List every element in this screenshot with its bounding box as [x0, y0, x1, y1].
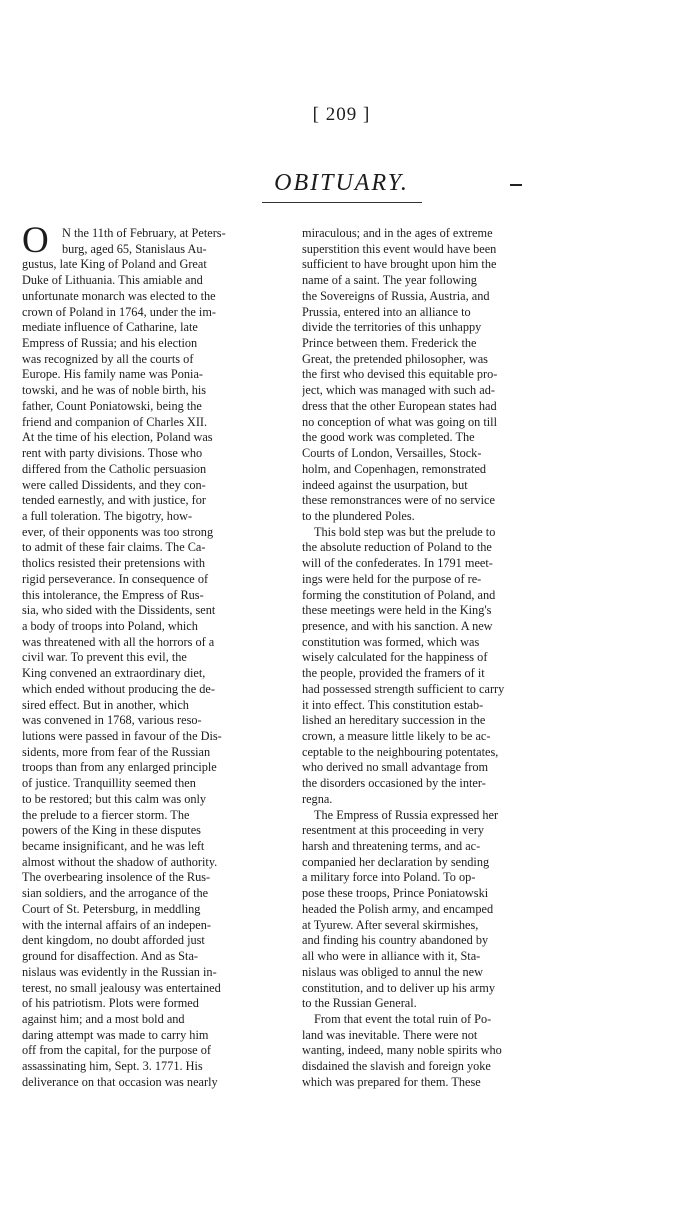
- text-line: at Tyurew. After several skirmishes,: [302, 917, 479, 932]
- text-line: the disorders occasioned by the inter-: [302, 776, 486, 791]
- text-line: a full toleration. The bigotry, how-: [22, 508, 193, 523]
- text-line: and finding his country abandoned by: [302, 933, 489, 948]
- text-line: holm, and Copenhagen, remonstrated: [302, 461, 487, 476]
- text-line: name of a saint. The year following: [302, 273, 477, 288]
- text-line: unfortunate monarch was elected to the: [22, 288, 216, 303]
- text-line: At the time of his election, Poland was: [22, 430, 213, 445]
- page-title: OBITUARY.: [274, 170, 409, 196]
- text-line: tended earnestly, and with justice, for: [22, 493, 206, 508]
- text-line: the people, provided the framers of it: [302, 666, 485, 681]
- text-line: it into effect. This constitution estab-: [302, 697, 484, 712]
- text-line: rent with party divisions. Those who: [22, 446, 203, 461]
- text-line: gustus, late King of Poland and Great: [22, 257, 207, 272]
- text-line: almost without the shadow of authority.: [22, 854, 218, 869]
- text-line: sia, who sided with the Dissidents, sent: [22, 603, 216, 618]
- text-line: the good work was completed. The: [302, 430, 475, 445]
- text-line: assassinating him, Sept. 3. 1771. His: [22, 1059, 203, 1074]
- text-line: daring attempt was made to carry him: [22, 1027, 209, 1042]
- text-line: Duke of Lithuania. This amiable and: [22, 273, 203, 288]
- text-line: ings were held for the purpose of re-: [302, 571, 482, 586]
- text-line: to be restored; but this calm was only: [22, 791, 207, 806]
- text-line: troops than from any enlarged principle: [22, 760, 217, 775]
- text-line: of justice. Tranquillity seemed then: [22, 776, 196, 791]
- text-line: mediate influence of Catharine, late: [22, 320, 198, 335]
- text-line: ject, which was managed with such ad-: [302, 383, 495, 398]
- text-line: The overbearing insolence of the Rus-: [22, 870, 211, 885]
- text-line: ever, of their opponents was too strong: [22, 524, 214, 539]
- text-line: regna.: [302, 791, 333, 806]
- text-line: tholics resisted their pretensions with: [22, 556, 206, 571]
- text-line: Courts of London, Versailles, Stock-: [302, 446, 482, 461]
- text-line: a military force into Poland. To op-: [302, 870, 476, 885]
- text-line: sired effect. But in another, which: [22, 697, 189, 712]
- text-line: the Sovereigns of Russia, Austria, and: [302, 288, 490, 303]
- text-line: harsh and threatening terms, and ac-: [302, 839, 481, 854]
- text-line: to the plundered Poles.: [302, 508, 415, 523]
- text-line: against him; and a most bold and: [22, 1011, 185, 1026]
- text-line: differed from the Catholic persuasion: [22, 461, 207, 476]
- text-line: sian soldiers, and the arrogance of the: [22, 886, 209, 901]
- text-line: presence, and with his sanction. A new: [302, 618, 493, 633]
- left-column: [22, 220, 308, 1091]
- text-line: civil war. To prevent this evil, the: [22, 650, 187, 665]
- text-line: This bold step was but the prelude to: [314, 524, 496, 539]
- text-line: deliverance on that occasion was nearly: [22, 1074, 218, 1089]
- text-line: had possessed strength sufficient to carry: [302, 681, 505, 696]
- text-line: to admit of these fair claims. The Ca-: [22, 540, 206, 555]
- text-line: lutions were passed in favour of the Dis-: [22, 729, 222, 743]
- page-number: [ 209 ]: [312, 104, 371, 125]
- text-line: were called Dissidents, and they con-: [22, 477, 206, 492]
- text-line: was convened in 1768, various reso-: [22, 713, 202, 728]
- text-line: land was inevitable. There were not: [302, 1027, 478, 1042]
- drop-cap: O: [22, 220, 49, 261]
- text-line: towski, and he was of noble birth, his: [22, 383, 207, 398]
- text-line: ground for disaffection. And as Sta-: [22, 949, 198, 964]
- text-line: Prussia, entered into an alliance to: [302, 304, 471, 319]
- text-line: wisely calculated for the happiness of: [302, 650, 488, 665]
- text-line: Great, the pretended philosopher, was: [302, 351, 488, 366]
- text-line: crown of Poland in 1764, under the im-: [22, 304, 216, 319]
- text-line: rigid perseverance. In consequence of: [22, 571, 209, 586]
- text-line: who derived no small advantage from: [302, 760, 489, 775]
- text-line: divide the territories of this unhappy: [302, 320, 482, 335]
- text-line: crown, a measure little likely to be ac-: [302, 729, 491, 743]
- text-line: friend and companion of Charles XII.: [22, 414, 208, 429]
- text-line: lished an hereditary succession in the: [302, 713, 486, 728]
- text-line: which was prepared for them. These: [302, 1074, 481, 1089]
- text-line: Empress of Russia; and his election: [22, 336, 198, 351]
- text-line: nislaus was evidently in the Russian in-: [22, 964, 217, 979]
- text-line: this intolerance, the Empress of Rus-: [22, 587, 204, 602]
- text-line: a body of troops into Poland, which: [22, 618, 198, 633]
- text-line: constitution was formed, which was: [302, 634, 480, 649]
- text-line: companied her declaration by sending: [302, 854, 490, 869]
- text-line: powers of the King in these disputes: [22, 823, 201, 838]
- text-line: miraculous; and in the ages of extreme: [302, 226, 493, 240]
- text-line: father, Count Poniatowski, being the: [22, 398, 202, 413]
- text-line: Europe. His family name was Ponia-: [22, 367, 203, 382]
- text-line: burg, aged 65, Stanislaus Au-: [62, 241, 207, 256]
- text-line: off from the capital, for the purpose of: [22, 1043, 211, 1058]
- text-line: constitution, and to deliver up his army: [302, 980, 495, 995]
- text-line: sufficient to have brought upon him the: [302, 257, 497, 272]
- text-line: all who were in alliance with it, Sta-: [302, 949, 481, 964]
- text-line: The Empress of Russia expressed her: [314, 807, 499, 822]
- text-line: will of the confederates. In 1791 meet-: [302, 556, 493, 571]
- text-line: was threatened with all the horrors of a: [22, 634, 215, 649]
- text-line: From that event the total ruin of Po-: [314, 1011, 492, 1026]
- text-line: King convened an extraordinary diet,: [22, 666, 206, 681]
- text-line: superstition this event would have been: [302, 241, 497, 256]
- text-line: indeed against the usurpation, but: [302, 477, 468, 492]
- text-line: ceptable to the neighbouring potentates,: [302, 744, 499, 759]
- text-line: which ended without producing the de-: [22, 681, 215, 696]
- margin-mark: [510, 184, 522, 186]
- text-line: was recognized by all the courts of: [22, 351, 194, 366]
- title-rule: [262, 202, 422, 203]
- text-line: wanting, indeed, many noble spirits who: [302, 1043, 502, 1058]
- right-column: [302, 226, 569, 1091]
- text-line: to the Russian General.: [302, 996, 417, 1011]
- text-line: became insignificant, and he was left: [22, 839, 205, 854]
- text-line: Prince between them. Frederick the: [302, 336, 477, 351]
- text-line: with the internal affairs of an indepen-: [22, 917, 211, 932]
- text-line: these remonstrances were of no service: [302, 493, 495, 508]
- text-line: pose these troops, Prince Poniatowski: [302, 886, 489, 901]
- text-line: dress that the other European states had: [302, 398, 497, 413]
- text-line: these meetings were held in the King's: [302, 603, 492, 618]
- text-line: sidents, more from fear of the Russian: [22, 744, 211, 759]
- text-line: Court of St. Petersburg, in meddling: [22, 901, 201, 916]
- text-line: headed the Polish army, and encamped: [302, 901, 494, 916]
- text-line: forming the constitution of Poland, and: [302, 587, 496, 602]
- text-line: the absolute reduction of Poland to the: [302, 540, 492, 555]
- text-line: terest, no small jealousy was entertained: [22, 980, 221, 995]
- text-line: the first who devised this equitable pro-: [302, 367, 498, 382]
- text-line: disdained the slavish and foreign yoke: [302, 1059, 491, 1074]
- text-line: nislaus was obliged to annul the new: [302, 964, 484, 979]
- text-line: resentment at this proceeding in very: [302, 823, 485, 838]
- text-line: dent kingdom, no doubt afforded just: [22, 933, 205, 948]
- text-line: no conception of what was going on till: [302, 414, 498, 429]
- text-line: the prelude to a fiercer storm. The: [22, 807, 190, 822]
- text-line: N the 11th of February, at Peters-: [62, 226, 226, 240]
- text-line: of his patriotism. Plots were formed: [22, 996, 199, 1011]
